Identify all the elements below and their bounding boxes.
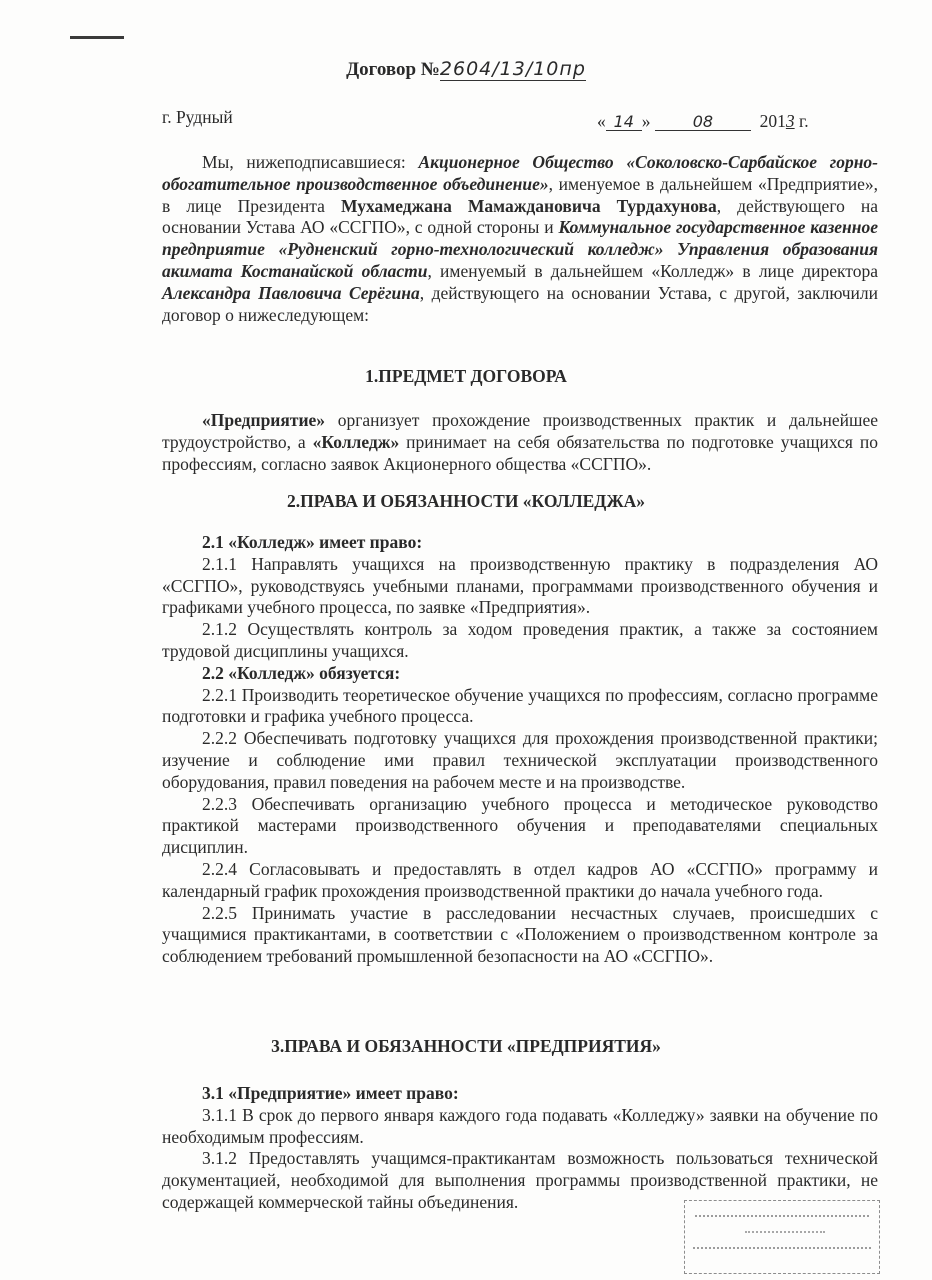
date-year-digit: 3	[785, 111, 795, 131]
city: г. Рудный	[162, 107, 233, 127]
clause-2-1-heading: 2.1 «Колледж» имеет право:	[202, 532, 423, 552]
clause-3-1-2: 3.1.2 Предоставлять учащимся-практикантам возможность пользоваться технической документацией, необходимой для выполнения программы производственной практики, не содержащей коммерческой тайны объединения.	[162, 1148, 878, 1212]
section-1-text-1: организует прохождение производственных практик и дальнейшее трудоустройство, а	[162, 410, 878, 452]
clause-2-2-heading: 2.2 «Колледж» обязуется:	[202, 662, 401, 683]
clause-2-2-2: 2.2.2 Обеспечивать подготовку учащихся для прохождения производственной практики; изучение и соблюдение ими правил технической эксплуатации производственного оборудования, правил поведения на рабочем месте и на производстве.	[162, 728, 878, 792]
clause-2-2-1: 2.2.1 Производить теоретическое обучение учащихся по профессиям, согласно программе подготовки и графика учебного процесса.	[162, 684, 878, 727]
clause-3-1-heading: 3.1 «Предприятие» имеет право:	[202, 1083, 459, 1103]
clause-2-1-1: 2.1.1 Направлять учащихся на производственную практику в подразделения АО «ССГПО», руководствуясь учебными планами, программами производственного обучения и графиками учебного процесса, по заявке «Предприятия».	[162, 553, 878, 618]
date-year-suffix: г.	[794, 111, 809, 131]
contract-date	[597, 111, 809, 132]
contract-number: 2604/13/10пр	[439, 58, 586, 80]
clause-2-2-4: 2.2.4 Согласовывать и предоставлять в отдел кадров АО «ССГПО» программу и календарный график прохождения производственной практики до начала учебного года.	[162, 858, 878, 901]
preamble-text-4: , именуемый в дальнейшем «Колледж» в лице директора	[427, 260, 878, 281]
clause-3-1-1: 3.1.1 В срок до первого января каждого года подавать «Колледжу» заявки на обучение по необходимым профессиям.	[162, 1104, 878, 1147]
date-year-prefix: 201	[759, 111, 786, 131]
clause-2-2-3: 2.2.3 Обеспечивать организацию учебного процесса и методическое руководство практикой мастерами производственного обучения и преподавателями специальных дисциплин.	[162, 793, 878, 858]
president-name: Мухамеджана Мамаждановича Турдахунова	[340, 195, 717, 216]
preamble-text-2: , именуемое в дальнейшем «Предприятие», в лице Президента	[162, 173, 878, 216]
faded-stamp	[684, 1200, 880, 1274]
stamp-line	[695, 1215, 869, 1221]
section-1-text-2: принимает на себя обязательства по подготовке учащихся по профессиям, согласно заявок Акционерного общества «ССГПО».	[162, 431, 878, 474]
section-1-heading: 1.ПРЕДМЕТ ДОГОВОРА	[365, 366, 567, 386]
college-term: «Колледж»	[312, 431, 400, 452]
preamble-text-3: , действующего на основании Устава АО «ССГПО», с одной стороны и	[162, 195, 879, 238]
section-2-body	[162, 532, 878, 968]
section-3-heading: 3.ПРАВА И ОБЯЗАННОСТИ «ПРЕДПРИЯТИЯ»	[271, 1036, 661, 1056]
title-prefix: Договор №	[346, 59, 440, 80]
section-3-body	[162, 1083, 878, 1214]
clause-2-2-5: 2.2.5 Принимать участие в расследовании несчастных случаев, происшедших с учащимися практикантами, в соответствии с «Положением о производственном контроле за соблюдением требований промышленной безопасности на АО «ССГПО».	[162, 902, 878, 967]
preamble	[162, 152, 878, 326]
enterprise-term: «Предприятие»	[202, 410, 326, 430]
stamp-line	[745, 1231, 825, 1233]
corner-mark	[70, 36, 124, 39]
stamp-line	[693, 1247, 871, 1249]
date-day: 14	[606, 114, 642, 131]
director-name: Александра Павловича Серёгина	[162, 282, 420, 303]
enterprise-name: Акционерное Общество «Соколовско-Сарбайское горно-обогатительное производственное объединение»	[162, 152, 879, 194]
date-open-quote: «	[597, 111, 606, 131]
clause-2-1-2: 2.1.2 Осуществлять контроль за ходом проведения практик, а также за состоянием трудовой дисциплины учащихся.	[162, 619, 878, 661]
preamble-text-5: , действующего на основании Устава, с другой, заключили договор о нижеследующем:	[162, 282, 879, 325]
college-name: Коммунальное государственное казенное предприятие «Рудненский горно-технологический колледж» Управления образования акимата Костанайской области	[162, 217, 878, 281]
contract-title	[0, 58, 932, 81]
preamble-text-1: Мы, нижеподписавшиеся:	[202, 152, 419, 172]
date-month: 08	[655, 114, 751, 131]
section-1-body	[162, 410, 878, 475]
date-close-quote: »	[641, 111, 651, 131]
section-2-heading: 2.ПРАВА И ОБЯЗАННОСТИ «КОЛЛЕДЖА»	[286, 491, 646, 511]
